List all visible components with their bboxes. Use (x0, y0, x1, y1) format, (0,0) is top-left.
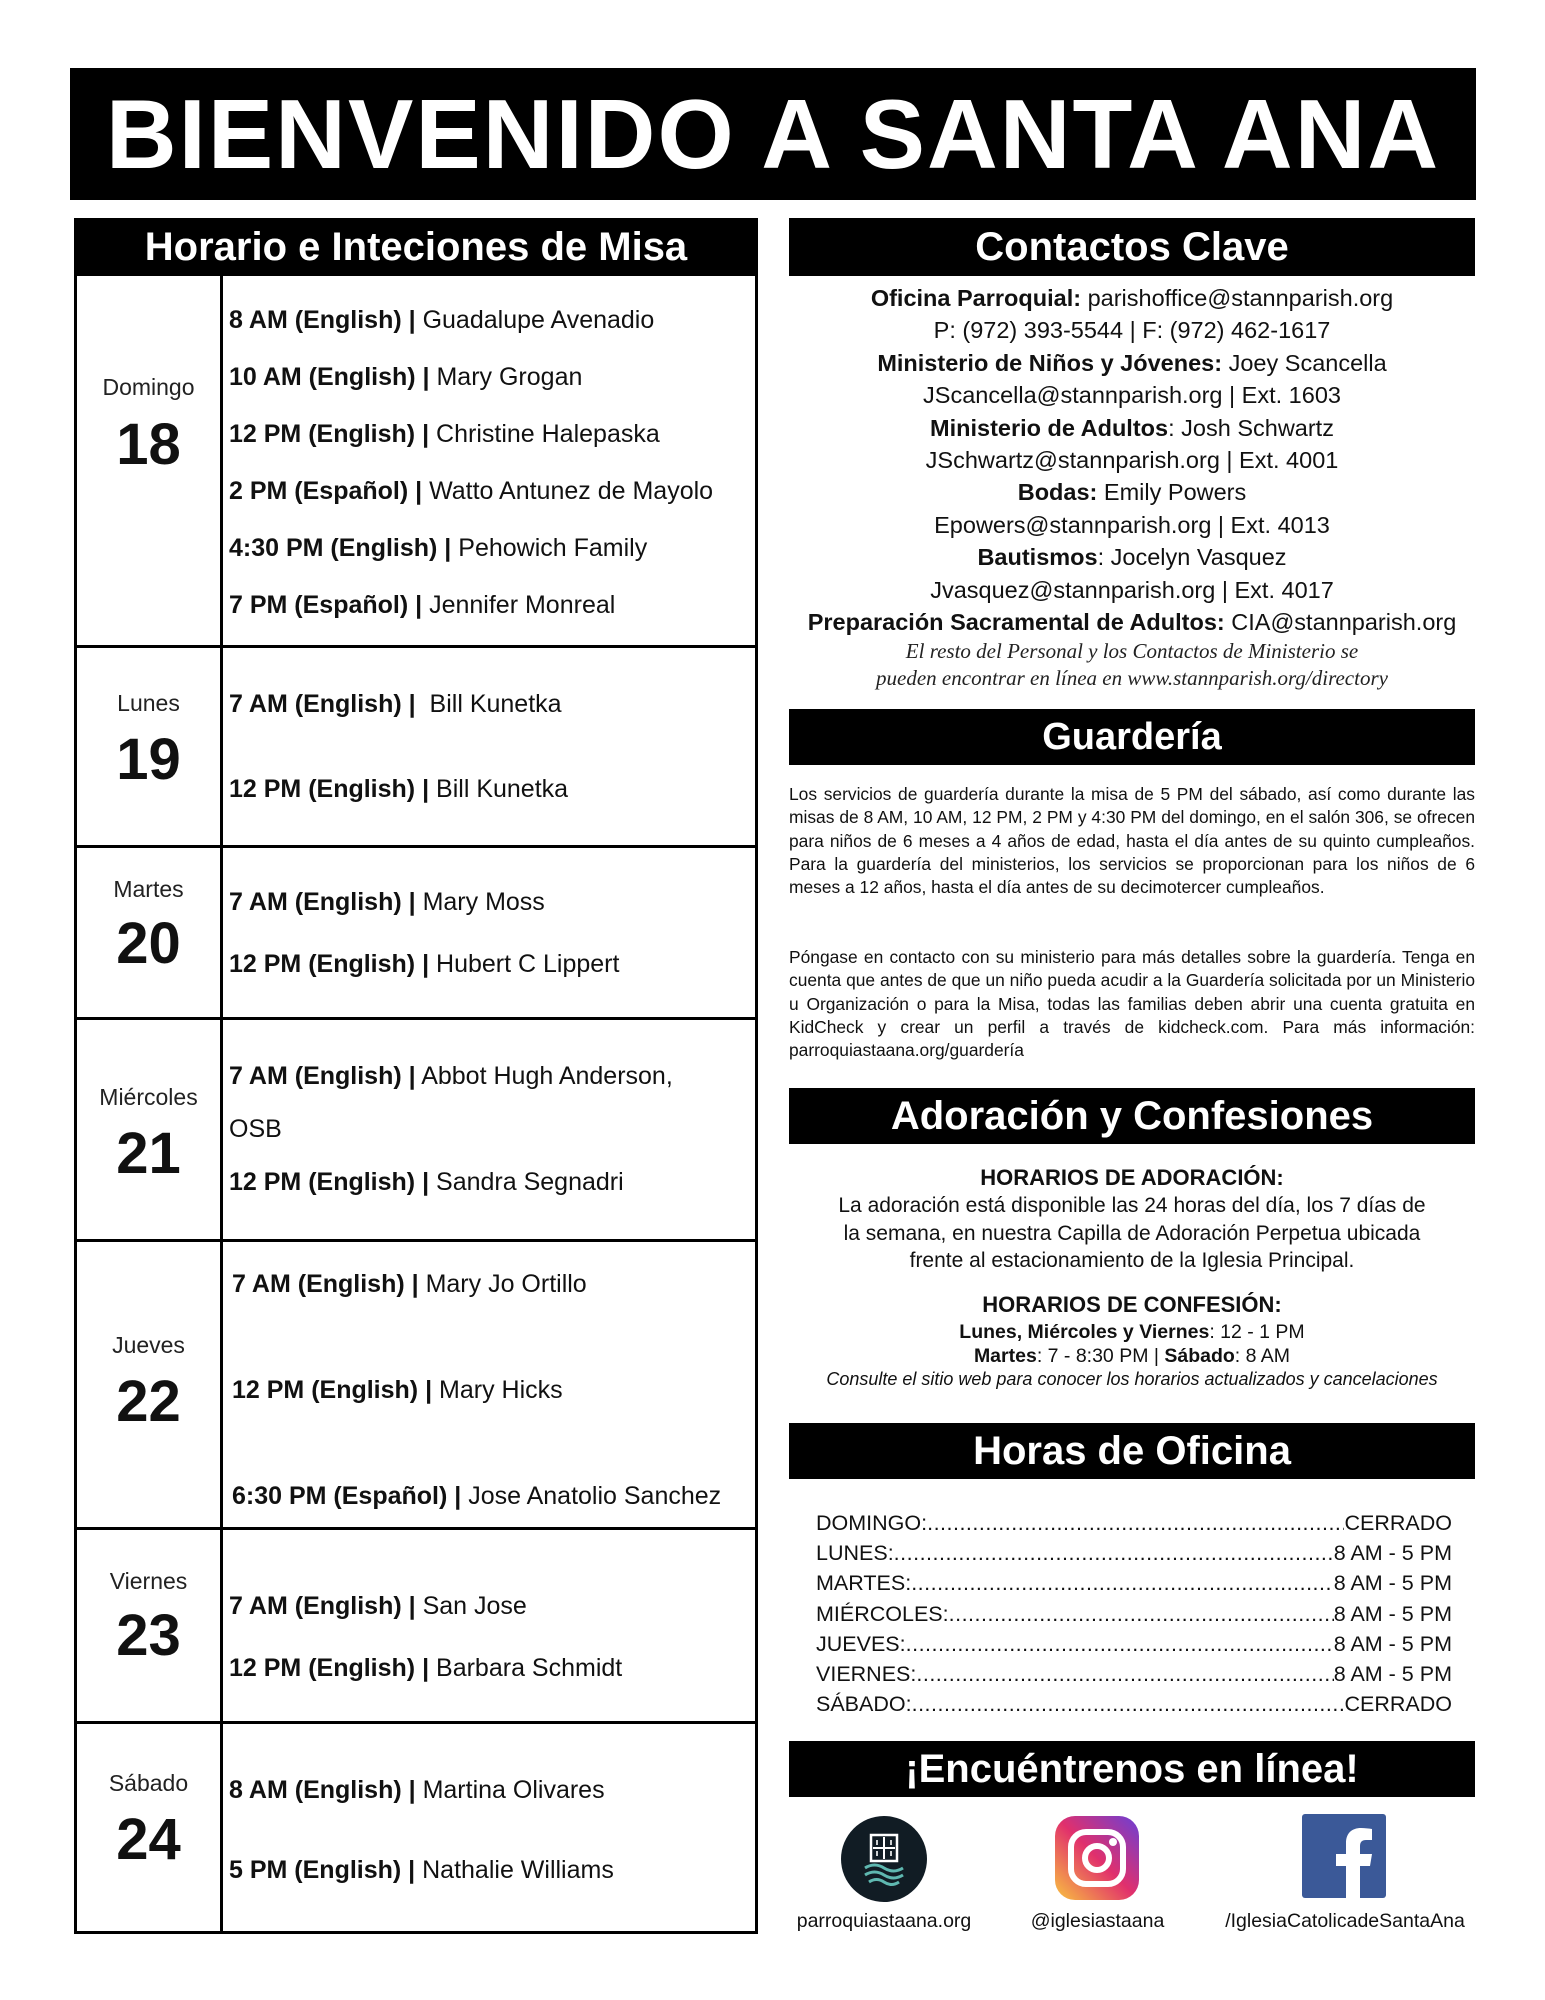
day-name: Domingo (102, 374, 195, 400)
mass-entry: 5 PM (English) | Nathalie Williams (229, 1856, 614, 1884)
confession-times: Martes: 7 - 8:30 PM | Sábado: 8 AM (973, 1344, 1291, 1367)
mass-entry: 12 PM (English) | Hubert C Lippert (229, 950, 620, 978)
mass-entry: 12 PM (English) | Barbara Schmidt (229, 1654, 623, 1682)
mass-entry: 12 PM (English) | Christine Halepaska (229, 420, 660, 448)
day-row-sabado (77, 1724, 755, 1934)
adoration-text: la semana, en nuestra Capilla de Adoración Perpetua ubicada (843, 1221, 1421, 1245)
mass-entry: 7 AM (English) | Mary Jo Ortillo (232, 1270, 587, 1298)
office-hours-title: Horas de Oficina (789, 1423, 1475, 1479)
contact-line: Bodas: Emily Powers (1017, 479, 1247, 506)
day-row-martes (77, 848, 755, 1020)
office-hours-row: SÁBADO: ..... CERRADO (816, 1689, 1452, 1719)
day-name: Jueves (112, 1332, 185, 1358)
contact-line: JSchwartz@stannparish.org | Ext. 4001 (925, 447, 1339, 474)
instagram-handle[interactable]: @iglesiastaana (1030, 1910, 1165, 1932)
mass-entry: 12 PM (English) | Sandra Segnadri (229, 1168, 624, 1196)
day-number: 21 (116, 1121, 181, 1186)
nursery-paragraph: Póngase en contacto con su ministerio para más detalles sobre la guardería. Tenga en cuenta que antes de que un niño pueda acudir a la Guardería solicitada por un Ministerio u Organización o para la Misa, todas las familias deben abrir una cuenta gratuita en KidCheck y crear un perfil a través de kidcheck.com. Para más información: parroquiastaana.org/guardería (789, 947, 1475, 1061)
day-row-domingo (77, 276, 755, 648)
office-hours-row: MARTES: ..... 8 AM - 5 PM (816, 1568, 1452, 1598)
office-hours-list (816, 1508, 1452, 1719)
mass-entry: 7 AM (English) | Abbot Hugh Anderson, (229, 1062, 673, 1090)
adoration-text: frente al estacionamiento de la Iglesia Principal. (909, 1249, 1355, 1272)
mass-entry: 7 AM (English) | Bill Kunetka (229, 690, 562, 718)
confession-note: Consulte el sitio web para conocer los horarios actualizados y cancelaciones (826, 1368, 1438, 1389)
parish-logo-icon[interactable] (841, 1816, 927, 1902)
day-name: Viernes (109, 1568, 188, 1594)
day-number: 22 (116, 1369, 181, 1434)
day-number: 20 (116, 911, 181, 976)
contact-line: Preparación Sacramental de Adultos: CIA@stannparish.org (807, 609, 1457, 636)
schedule-title: Horario e Inteciones de Misa (74, 218, 758, 276)
website-link[interactable]: parroquiastaana.org (796, 1910, 972, 1932)
nursery-title: Guardería (789, 709, 1475, 765)
mass-entry: 8 AM (English) | Martina Olivares (229, 1776, 605, 1804)
contacts-block (789, 282, 1475, 692)
contact-line: P: (972) 393-5544 | F: (972) 462-1617 (933, 317, 1331, 344)
mass-entry: 7 PM (Español) | Jennifer Monreal (229, 591, 616, 619)
day-name: Miércoles (99, 1084, 198, 1110)
contact-line: Ministerio de Niños y Jóvenes: Joey Scancella (877, 349, 1387, 376)
day-row-miercoles (77, 1020, 755, 1242)
day-name: Sábado (108, 1770, 189, 1796)
contact-line: Bautismos: Jocelyn Vasquez (977, 544, 1287, 571)
adoration-block (789, 1164, 1475, 1390)
contact-line: JScancella@stannparish.org | Ext. 1603 (923, 382, 1341, 409)
nursery-paragraph: Los servicios de guardería durante la misa de 5 PM del sábado, así como durante las misas de 8 AM, 10 AM, 12 PM, 2 PM y 4:30 PM del domingo, en el salón 306, se ofrecen para niños de 6 meses a 4 años de edad, hasta el día antes de su quinto cumpleaños. Para la guardería del ministerios, los servicios se proporcionan para los niños de 6 meses a 12 años, hasta el día antes de su decimotercer cumpleaños. (789, 784, 1475, 898)
mass-entry: 12 PM (English) | Mary Hicks (232, 1376, 563, 1404)
day-row-lunes (77, 648, 755, 848)
adoration-title: Adoración y Confesiones (789, 1088, 1475, 1144)
day-number: 23 (116, 1603, 181, 1668)
day-number: 18 (116, 412, 181, 477)
office-hours-row: MIÉRCOLES: ..... 8 AM - 5 PM (816, 1599, 1452, 1629)
contact-line: Epowers@stannparish.org | Ext. 4013 (934, 511, 1330, 538)
confession-times: Lunes, Miércoles y Viernes: 12 - 1 PM (959, 1320, 1305, 1343)
mass-entry: OSB (229, 1115, 282, 1143)
mass-entry: 7 AM (English) | San Jose (229, 1592, 527, 1620)
mass-entry: 2 PM (Español) | Watto Antunez de Mayolo (229, 477, 714, 505)
page-banner: BIENVENIDO A SANTA ANA (70, 68, 1476, 200)
confession-heading: HORARIOS DE CONFESIÓN: (982, 1291, 1282, 1317)
mass-schedule-table (74, 276, 758, 1934)
instagram-icon[interactable] (1055, 1816, 1139, 1900)
day-name: Lunes (117, 690, 180, 716)
facebook-icon[interactable] (1302, 1814, 1386, 1898)
mass-entry: 7 AM (English) | Mary Moss (229, 888, 545, 916)
office-hours-row: DOMINGO: ..... CERRADO (816, 1508, 1452, 1538)
mass-entry: 12 PM (English) | Bill Kunetka (229, 775, 569, 803)
office-hours-row: LUNES: ..... 8 AM - 5 PM (816, 1538, 1452, 1568)
directory-note: El resto del Personal y los Contactos de Ministerio se (905, 639, 1359, 664)
mass-entry: 4:30 PM (English) | Pehowich Family (229, 534, 648, 562)
mass-entry: 10 AM (English) | Mary Grogan (229, 363, 583, 391)
day-row-viernes (77, 1530, 755, 1724)
contact-line: Oficina Parroquial: parishoffice@stannparish.org (870, 285, 1394, 311)
contact-line: Jvasquez@stannparish.org | Ext. 4017 (930, 576, 1334, 603)
contact-line: Ministerio de Adultos: Josh Schwartz (930, 414, 1334, 441)
mass-entry: 6:30 PM (Español) | Jose Anatolio Sanchez (232, 1482, 722, 1510)
directory-note: pueden encontrar en línea en www.stannparish.org/directory (876, 666, 1388, 691)
adoration-text: La adoración está disponible las 24 horas del día, los 7 días de (838, 1194, 1426, 1217)
office-hours-row: VIERNES: ..... 8 AM - 5 PM (816, 1659, 1452, 1689)
facebook-handle[interactable]: /IglesiaCatolicadeSantaAna (1225, 1910, 1465, 1932)
adoration-heading: HORARIOS DE ADORACIÓN: (980, 1165, 1284, 1190)
day-number: 24 (116, 1807, 181, 1872)
day-number: 19 (116, 727, 181, 792)
day-row-jueves (77, 1242, 755, 1530)
mass-entry: 8 AM (English) | Guadalupe Avenadio (229, 306, 655, 334)
online-title: ¡Encuéntrenos en línea! (789, 1741, 1475, 1797)
day-name: Martes (113, 876, 184, 902)
contacts-title: Contactos Clave (789, 218, 1475, 276)
office-hours-row: JUEVES: ..... 8 AM - 5 PM (816, 1629, 1452, 1659)
